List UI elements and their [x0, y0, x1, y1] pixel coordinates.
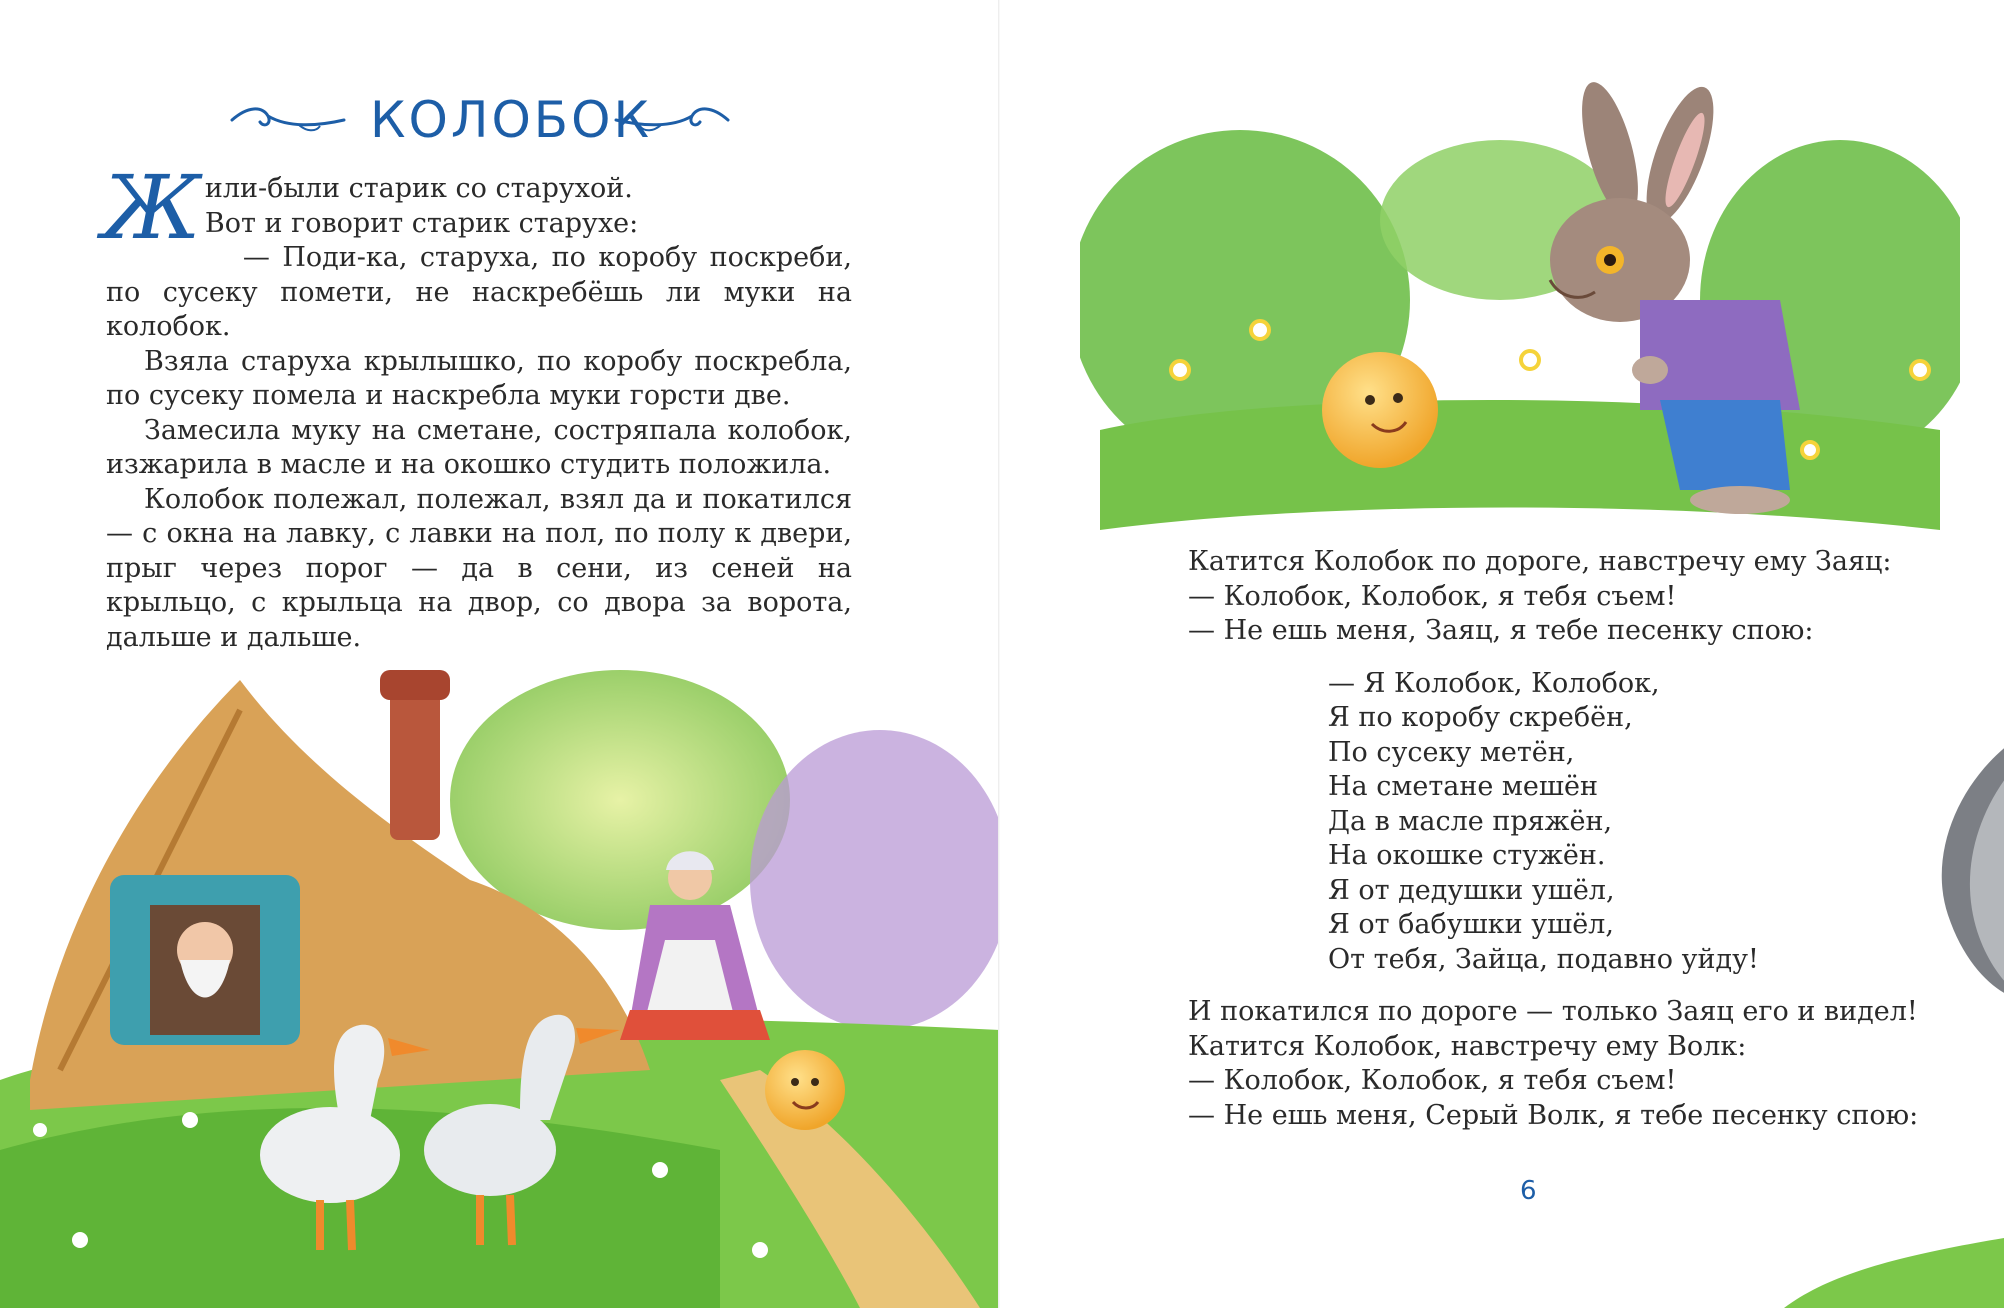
text-line: И покатился по дороге — только Заяц его и видел! [1188, 996, 1918, 1027]
page-title: КОЛОБОК [370, 91, 652, 149]
wolf-tail-illustration [1918, 745, 2004, 995]
verse-line: Я от дедушки ушёл, [1328, 874, 1615, 906]
verse-line: На окошке стужён. [1328, 840, 1606, 871]
paragraph: — Поди-ка, старуха, по коробу поскреби, по сусеку помети, не наскребёшь ли муки на колобок. [106, 242, 852, 342]
paragraph: Взяла старуха крылышко, по коробу поскребла, по сусеку помела и наскребла муки горсти две. [106, 345, 852, 411]
verse-line: — Я Колобок, Колобок, [1328, 667, 1660, 699]
song-verse [1328, 667, 1928, 978]
right-page [1000, 0, 2004, 1308]
paragraph: Замесила муку на сметане, состряпала колобок, изжарила в масле и на окошко студить положила. [106, 414, 852, 480]
hut-illustration [0, 650, 1000, 1308]
verse-line: По сусеку метён, [1328, 736, 1575, 768]
verse-line: На сметане мешён [1328, 771, 1598, 802]
text-line: — Не ешь меня, Заяц, я тебе песенку спою: [1188, 615, 1814, 646]
text-line: Катится Колобок, навстречу ему Волк: [1188, 1030, 1747, 1062]
page-number: 6 [1520, 1176, 1537, 1206]
paragraph: Колобок полежал, полежал, взял да и покатился — с окна на лавку, с лавки на пол, по полу к двери, прыг через порог — да в сени, из сеней на крыльцо, с крыльца на двор, со двора за ворота, дальше и дальше. [106, 483, 852, 653]
swirl-ornament-icon [228, 102, 348, 138]
text-line: — Колобок, Колобок, я тебя съем! [1188, 1065, 1677, 1096]
left-page [0, 0, 1000, 1308]
paragraph: Вот и говорит старик старухе: [204, 207, 639, 239]
swirl-ornament-icon [612, 102, 732, 138]
first-line: или-были старик со старухой. [204, 173, 633, 204]
text-line: Катится Колобок по дороге, навстречу ему Заяц: [1188, 546, 1892, 577]
verse-line: Я по коробу скребён, [1328, 702, 1633, 733]
verse-line: Я от бабушки ушёл, [1328, 909, 1614, 940]
lilac-bush [750, 730, 1000, 1030]
tree [450, 670, 790, 930]
story-text-left [102, 156, 852, 655]
drop-cap: Ж [102, 156, 201, 259]
grass-corner [1784, 1218, 2004, 1308]
title-block [220, 90, 740, 150]
story-text-right [1188, 545, 1928, 1133]
chimney [390, 690, 440, 840]
text-line: — Не ешь меня, Серый Волк, я тебе песенку спою: [1188, 1099, 1919, 1131]
text-line: — Колобок, Колобок, я тебя съем! [1188, 580, 1677, 612]
hare-illustration [1080, 70, 1960, 530]
kolobok [1322, 352, 1438, 468]
verse-line: Да в масле пряжён, [1328, 805, 1613, 837]
kolobok [765, 1050, 845, 1130]
grass [1100, 400, 1940, 530]
verse-line: От тебя, Зайца, подавно уйду! [1328, 943, 1759, 975]
